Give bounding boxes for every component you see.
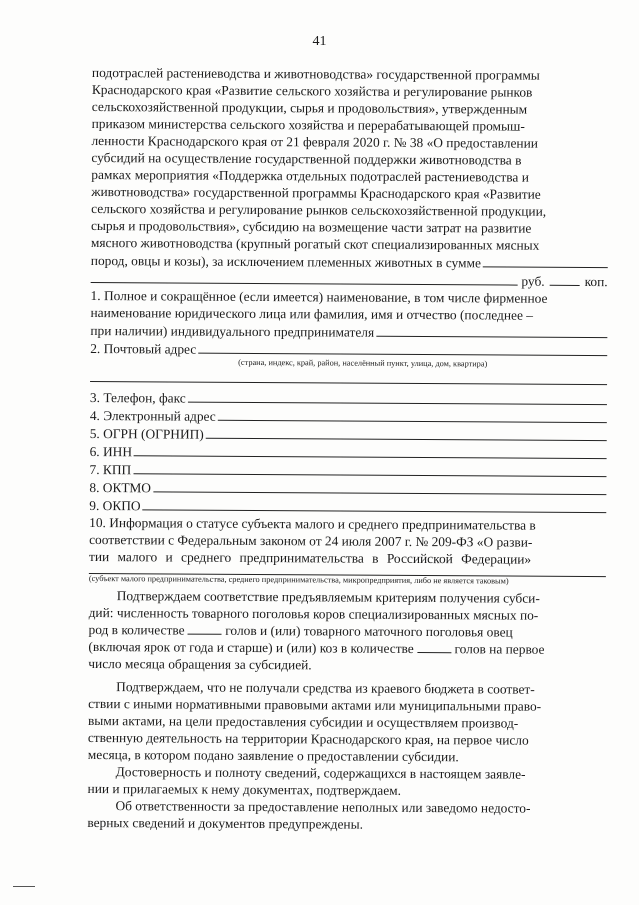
document-body (87, 64, 609, 834)
text-line: субсидий на осуществление государственной поддержки животноводства в (91, 149, 522, 168)
margin-mark (13, 886, 35, 887)
confirmation-accuracy (88, 763, 605, 800)
field-label: 4. Электронный адрес (89, 407, 216, 424)
text-line: ствии с иными нормативными правовыми актами или муниципальными право- (88, 695, 542, 714)
confirmation-liability (87, 797, 604, 834)
text-line: Подтверждаем соответствие предъявляемым критериям получения субси- (116, 588, 540, 606)
intro-paragraph (91, 64, 609, 290)
field-row-email (90, 406, 607, 427)
name-input-line[interactable] (376, 323, 607, 338)
field-row-phone (90, 388, 607, 409)
kopecks-input-line[interactable] (550, 273, 580, 286)
text-line: наименование юридического лица или фамилия, имя и отчество (последнее – (90, 304, 534, 323)
text-line: выми актами, на цели предоставления субсидии и осуществляем производ- (87, 712, 519, 731)
postal-address-row (90, 339, 607, 360)
text-fragment: голов на первое (454, 641, 545, 657)
text-line: ленности Краснодарского края от 21 февраля 2020 г. № 38 «О предоставлении (91, 132, 538, 151)
contact-fields (89, 388, 607, 517)
text-line: дий: численность товарного поголовья коров специализированных мясных по- (88, 604, 539, 623)
text-line: ственную деятельность на территории Краснодарского края, на первое число (87, 729, 529, 748)
field-label: 9. ОКПО (89, 497, 141, 514)
inn-input-line[interactable] (134, 442, 607, 459)
sum-input-line[interactable] (483, 253, 608, 268)
text-line: Достоверность и полноту сведений, содержащихся в настоящем заявле- (115, 764, 526, 782)
kpp-input-line[interactable] (133, 460, 606, 477)
text-line: приказом министерства сельского хозяйства и перерабатывающей промыш- (91, 115, 525, 134)
page-number: 41 (312, 34, 327, 49)
text-line: 10. Информация о статусе субъекта малого и среднего предпринимательства в (89, 514, 536, 533)
text-line: число месяца обращения за субсидией. (88, 655, 312, 673)
text-line: соответствии с Федеральным законом от 24 июля 2007 г. № 209-ФЗ «О разви- (89, 531, 533, 550)
text-line: верных сведений и документов предупреждены. (87, 814, 364, 832)
rub-label: руб. (521, 273, 545, 289)
text-fragment: род в количестве (88, 621, 185, 638)
postal-address-label: 2. Почтовый адрес (90, 340, 197, 357)
sheep-goats-count-input-line[interactable] (417, 640, 451, 653)
ogrn-input-line[interactable] (206, 425, 607, 441)
text-line: рамках мероприятия «Поддержка отдельных подотраслей растениеводства и (91, 166, 529, 185)
item-10 (89, 514, 606, 587)
text-line: 1. Полное и сокращённое (если имеется) наименование, в том числе фирменное (90, 287, 548, 306)
text-line: Об ответственности за предоставление неполных или заведомо недосто- (115, 798, 531, 816)
text-line: животноводства» государственной программы Краснодарского края «Развитие (91, 183, 541, 202)
text-line: Подтверждаем, что не получали средства из краевого бюджета в соответ- (116, 679, 535, 697)
item-1 (90, 287, 607, 342)
okpo-input-line[interactable] (143, 496, 607, 513)
email-input-line[interactable] (218, 407, 607, 423)
text-line: сельского хозяйства и регулирование рынков сельскохозяйственной продукции, (91, 200, 547, 219)
field-label: 7. КПП (89, 461, 132, 478)
text-fragment: голов и (или) товарного маточного поголовья овец (225, 622, 513, 640)
phone-input-line[interactable] (188, 389, 607, 406)
text-fragment: (включая ярок от года и старше) и (или) коз в количестве (88, 638, 414, 656)
text-line: пород, овцы и козы), за исключением племенных животных в сумме (90, 252, 482, 271)
item-2 (90, 339, 607, 385)
sme-status-caption: (субъект малого предпринимательства, среднего предпринимательства, микропредприятия, либо не является таковым) (88, 573, 509, 586)
text-line: при наличии) индивидуального предпринимателя (90, 322, 375, 340)
rubles-input-line[interactable] (91, 269, 518, 286)
text-line: месяца, в котором подано заявление о предоставлении субсидии. (87, 746, 459, 765)
text-line: тии малого и среднего предпринимательства в Российской Федерации» (88, 548, 532, 567)
text-line: нии и прилагаемых к нему документах, подтверждаем. (87, 780, 402, 798)
text-line: сырья и продовольствия», субсидию на возмещение части затрат на развитие (90, 217, 532, 236)
text-line: подотраслей растениеводства и животноводства» государственной программы (91, 64, 540, 83)
text-line: сельскохозяйственной продукции, сырья и продовольствия», утвержденным (91, 98, 528, 117)
text-line: Краснодарского края «Развитие сельского хозяйства и регулирование рынков (91, 81, 533, 100)
postal-address-caption: (страна, индекс, край, район, населённый пункт, улица, дом, квартира) (238, 357, 488, 369)
kop-label: коп. (584, 274, 608, 290)
field-label: 3. Телефон, факс (89, 389, 186, 406)
oktmo-input-line[interactable] (153, 478, 606, 495)
text-line: мясного животноводства (крупный рогатый скот специализированных мясных (90, 234, 540, 253)
confirmation-no-funds (88, 678, 606, 766)
item-1-field-row (90, 321, 607, 342)
field-label: 5. ОГРН (ОГРНИП) (89, 425, 204, 442)
field-label: 6. ИНН (89, 443, 133, 460)
cows-count-input-line[interactable] (188, 622, 222, 635)
postal-address-input-line[interactable] (198, 340, 607, 356)
field-label: 8. ОКТМО (89, 479, 152, 496)
confirmation-criteria (88, 587, 606, 675)
